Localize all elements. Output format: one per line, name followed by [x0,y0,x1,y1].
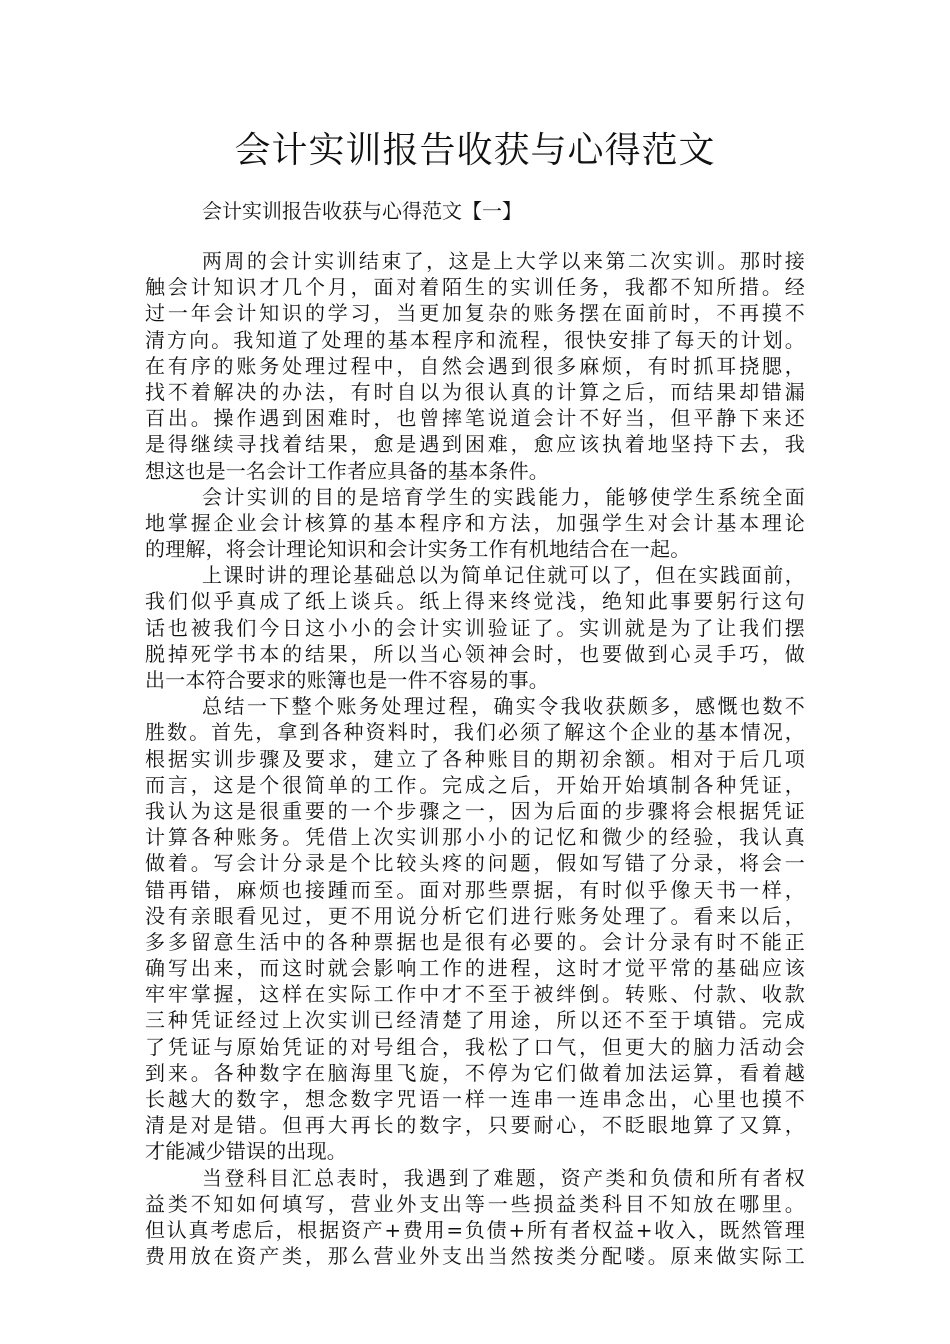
text-line: 而言，这是个很简单的工作。完成之后，开始开始填制各种凭证， [145,772,805,797]
text-line: 才能减少错误的出现。 [145,1139,347,1164]
text-line: 错再错，麻烦也接踵而至。面对那些票据，有时似乎像天书一样， [145,877,805,902]
text-line: 益类不知如何填写，营业外支出等一些损益类科目不知放在哪里。 [145,1191,805,1216]
text-line: 的理解，将会计理论知识和会计实务工作有机地结合在一起。 [145,537,691,562]
text-line: 地掌握企业会计核算的基本程序和方法，加强学生对会计基本理论 [145,510,805,535]
text-line: 我们似乎真成了纸上谈兵。纸上得来终觉浅，绝知此事要躬行这句 [145,589,805,614]
text-line: 根据实训步骤及要求，建立了各种账目的期初余额。相对于后几项 [145,746,805,771]
text-line: 没有亲眼看见过，更不用说分析它们进行账务处理了。看来以后， [145,903,805,928]
text-line: 触会计知识才几个月，面对着陌生的实训任务，我都不知所措。经 [145,275,805,300]
text-line: 出一本符合要求的账簿也是一件不容易的事。 [145,668,549,692]
text-line: 牢牢掌握，这样在实际工作中才不至于被绊倒。转账、付款、收款 [145,982,805,1007]
text-line: 清方向。我知道了处理的基本程序和流程，很快安排了每天的计划。 [145,327,805,352]
text-line: 我认为这是很重要的一个步骤之一，因为后面的步骤将会根据凭证 [145,798,805,823]
text-line: 清是对是错。但再大再长的数字，只要耐心，不眨眼地算了又算， [145,1113,805,1138]
text-line: 百出。操作遇到困难时，也曾摔笔说道会计不好当，但平静下来还 [145,406,805,431]
text-line: 了凭证与原始凭证的对号组合，我松了口气，但更大的脑力活动会 [145,1034,805,1059]
text-line: 过一年会计知识的学习，当更加复杂的账务摆在面前时，不再摸不 [145,301,805,326]
text-line: 在有序的账务处理过程中，自然会遇到很多麻烦，有时抓耳挠腮， [145,353,805,378]
text-line: 当登科目汇总表时，我遇到了难题，资产类和负债和所有者权 [202,1165,805,1190]
text-line: 会计实训的目的是培育学生的实践能力，能够使学生系统全面 [202,484,805,509]
text-line: 话也被我们今日这小小的会计实训验证了。实训就是为了让我们摆 [145,615,805,640]
body-text [145,248,805,1269]
text-line: 费用放在资产类，那么营业外支出当然按类分配喽。原来做实际工 [145,1244,805,1269]
paragraph [145,693,805,1164]
text-line: 长越大的数字，想念数字咒语一样一连串一连串念出，心里也摸不 [145,1087,805,1111]
section-heading: 会计实训报告收获与心得范文【一】 [202,199,522,223]
text-line: 两周的会计实训结束了，这是上大学以来第二次实训。那时接 [202,249,805,273]
text-line: 脱掉死学书本的结果，所以当心领神会时，也要做到心灵手巧，做 [145,641,805,666]
paragraph [145,1165,805,1270]
text-line: 确写出来，而这时就会影响工作的进程，这时才觉平常的基础应该 [145,956,805,981]
text-line: 胜数。首先，拿到各种资料时，我们必须了解这个企业的基本情况， [145,720,805,745]
page-title: 会计实训报告收获与心得范文 [234,130,716,171]
text-line: 但认真考虑后，根据资产+费用=负债+所有者权益+收入，既然管理 [145,1217,805,1242]
text-line: 到来。各种数字在脑海里飞旋，不停为它们做着加法运算，看着越 [145,1060,805,1085]
text-line: 找不着解决的办法，有时自以为很认真的计算之后，而结果却错漏 [145,379,805,404]
text-line: 多多留意生活中的各种票据也是很有必要的。会计分录有时不能正 [145,929,805,954]
text-line: 做着。写会计分录是个比较头疼的问题，假如写错了分录，将会一 [145,851,805,876]
paragraph [145,562,805,693]
text-line: 三种凭证经过上次实训已经清楚了用途，所以还不至于填错。完成 [145,1008,805,1033]
paragraph [145,248,805,484]
text-line: 是得继续寻找着结果，愈是遇到困难，愈应该执着地坚持下去，我 [145,432,805,457]
text-line: 总结一下整个账务处理过程，确实令我收获颇多，感慨也数不 [202,694,805,719]
text-line: 计算各种账务。凭借上次实训那小小的记忆和微少的经验，我认真 [145,825,805,850]
text-line: 上课时讲的理论基础总以为简单记住就可以了，但在实践面前， [202,563,805,588]
text-line: 想这也是一名会计工作者应具备的基本条件。 [145,458,549,483]
paragraph [145,484,805,563]
